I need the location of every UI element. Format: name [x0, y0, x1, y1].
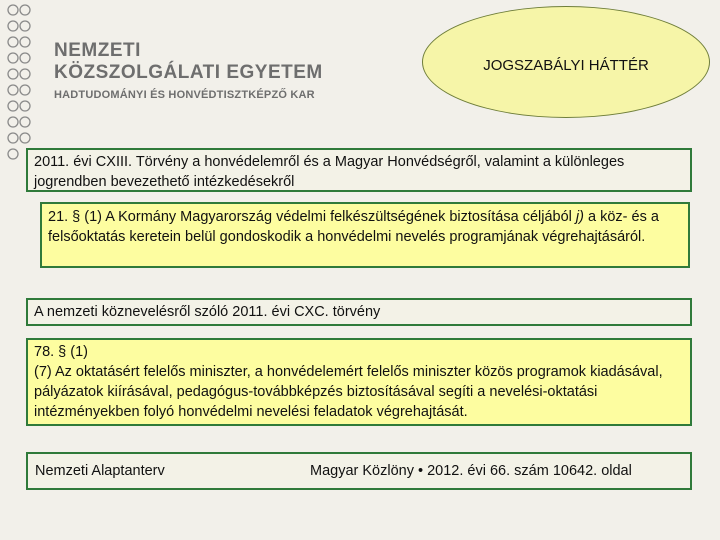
footer-right-reference: Magyar Közlöny • 2012. évi 66. szám 10642. oldal: [310, 463, 632, 479]
law-1-section-rest: a köz- és a felsőoktatás keretein belül gondoskodik a honvédelmi nevelés programjának végrehajtásáról.: [48, 209, 659, 245]
law-2-title: A nemzeti köznevelésről szóló 2011. évi CXC. törvény: [34, 304, 381, 320]
logo-line-1: NEMZETI: [54, 40, 141, 61]
footer-reference-box: [26, 452, 692, 490]
law-2-section-heading: 78. § (1): [34, 344, 88, 360]
law-1-title: 2011. évi CXIII. Törvény a honvédelemről és a Magyar Honvédségről, valamint a különleges jogrendben bevezethető intézkedésekről: [34, 154, 625, 190]
logo-line-2: KÖZSZOLGÁLATI EGYETEM: [54, 62, 323, 83]
header-title: JOGSZABÁLYI HÁTTÉR: [483, 56, 649, 74]
footer-left-reference: Nemzeti Alaptanterv: [35, 463, 165, 479]
law-1-title-box: [26, 148, 692, 192]
law-2-section-text: (7) Az oktatásért felelős miniszter, a honvédelemért felelős miniszter közös programok kiadásával, pályázatok kiírásával, pedagógus-továbbképzés biztosításával segíti a nevelési-oktatási intézményekben folyó honvédelmi nevelési feladatok végrehajtását.: [34, 364, 663, 420]
law-1-section-point: j): [575, 209, 584, 225]
law-1-section-prefix: 21. § (1) A Kormány Magyarország védelmi felkészültségének biztosítása céljából: [48, 209, 576, 225]
logo-line-3: HADTUDOMÁNYI ÉS HONVÉDTISZTKÉPZŐ KAR: [54, 89, 315, 101]
law-2-title-box: [26, 298, 692, 326]
law-1-section-box: [40, 202, 690, 268]
decorative-ornament-icon: [4, 2, 34, 162]
header-ellipse: [422, 6, 710, 118]
law-2-section-box: [26, 338, 692, 426]
university-logo: [54, 40, 323, 104]
